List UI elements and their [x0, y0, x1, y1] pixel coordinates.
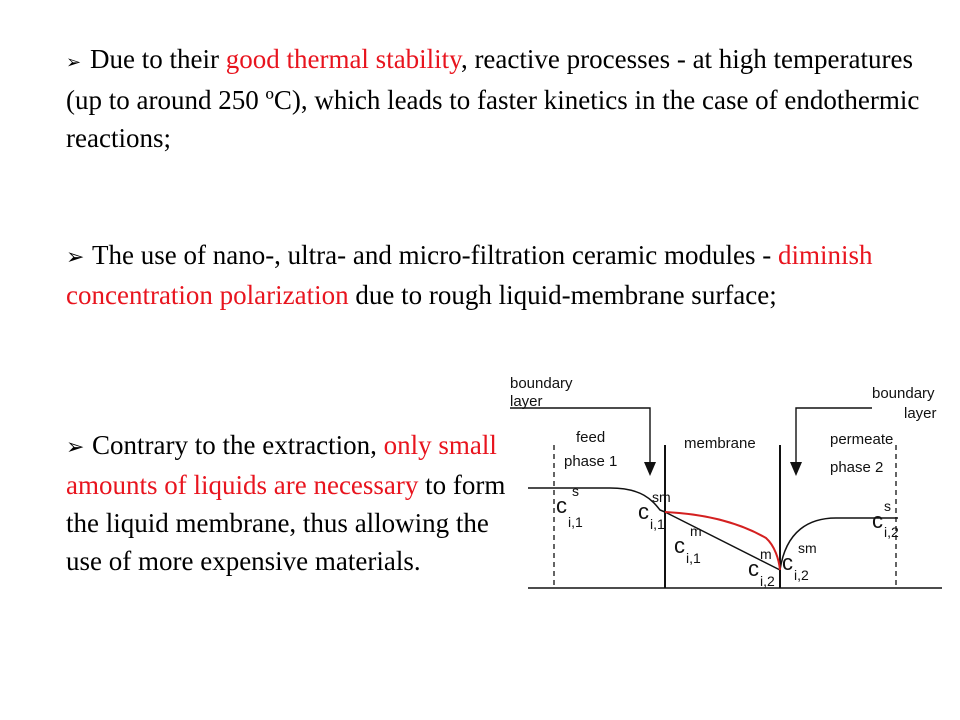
- bullet-thermal-stability: [66, 40, 946, 157]
- svg-text:c: c: [782, 550, 793, 575]
- svg-text:i,1: i,1: [686, 550, 701, 566]
- bullet-text-pre: The use of nano-, ultra- and micro-filtration ceramic modules -: [92, 240, 778, 270]
- label-boundary-left-2: layer: [510, 393, 543, 410]
- svg-text:s: s: [884, 498, 891, 514]
- liquid-membrane-diagram: [480, 360, 950, 620]
- svg-text:c: c: [674, 533, 685, 558]
- label-phase-1: phase 1: [564, 453, 618, 470]
- label-boundary-right-2: layer: [904, 405, 937, 422]
- bullet-text-pre: Due to their: [90, 44, 226, 74]
- arrow-bullet-icon: ➢: [66, 434, 85, 459]
- bullet-text-post: due to rough liquid-membrane surface;: [348, 280, 777, 310]
- bullet-highlight: diminish concentration polarization: [66, 240, 873, 310]
- label-boundary-right-1: boundary: [872, 385, 935, 402]
- svg-text:sm: sm: [652, 489, 671, 505]
- svg-text:i,1: i,1: [650, 516, 665, 532]
- svg-text:m: m: [760, 546, 772, 562]
- svg-text:sm: sm: [798, 540, 817, 556]
- svg-text:c: c: [556, 493, 567, 518]
- label-permeate: permeate: [830, 431, 894, 448]
- bullet-text-post: to form the liquid membrane, thus allowing the use of more expensive materials.: [66, 470, 506, 576]
- conc-cs-i1: [556, 483, 583, 530]
- arrow-bullet-icon: ➢: [66, 52, 82, 72]
- conc-cs-i2: [872, 498, 899, 540]
- right-arrow-head-icon: [790, 462, 802, 476]
- bullet-text-post: , reactive processes - at high temperatures (up to around 250 ºC), which leads to faster kinetics in the case of endothermic reactions;: [66, 44, 920, 153]
- conc-cm-i1: [674, 523, 702, 566]
- bullet-small-amounts: [66, 426, 506, 580]
- label-boundary-left-1: boundary: [510, 375, 573, 392]
- arrow-bullet-icon: ➢: [66, 244, 85, 269]
- label-phase-2: phase 2: [830, 459, 884, 476]
- svg-text:i,2: i,2: [760, 573, 775, 589]
- svg-text:i,2: i,2: [884, 524, 899, 540]
- label-feed: feed: [576, 429, 606, 446]
- label-membrane: membrane: [684, 435, 756, 452]
- svg-text:i,2: i,2: [794, 567, 809, 583]
- svg-text:c: c: [748, 556, 759, 581]
- svg-text:s: s: [572, 483, 579, 499]
- svg-text:i,1: i,1: [568, 514, 583, 530]
- left-arrow-head-icon: [644, 462, 656, 476]
- svg-text:c: c: [638, 499, 649, 524]
- svg-text:m: m: [690, 523, 702, 539]
- svg-text:c: c: [872, 508, 883, 533]
- bullet-highlight: good thermal stability: [225, 44, 461, 74]
- bullet-ceramic-modules: [66, 236, 946, 314]
- bullet-highlight: only small amounts of liquids are necessary: [66, 430, 497, 500]
- bullet-text-pre: Contrary to the extraction,: [92, 430, 384, 460]
- conc-cm-i2: [748, 546, 775, 589]
